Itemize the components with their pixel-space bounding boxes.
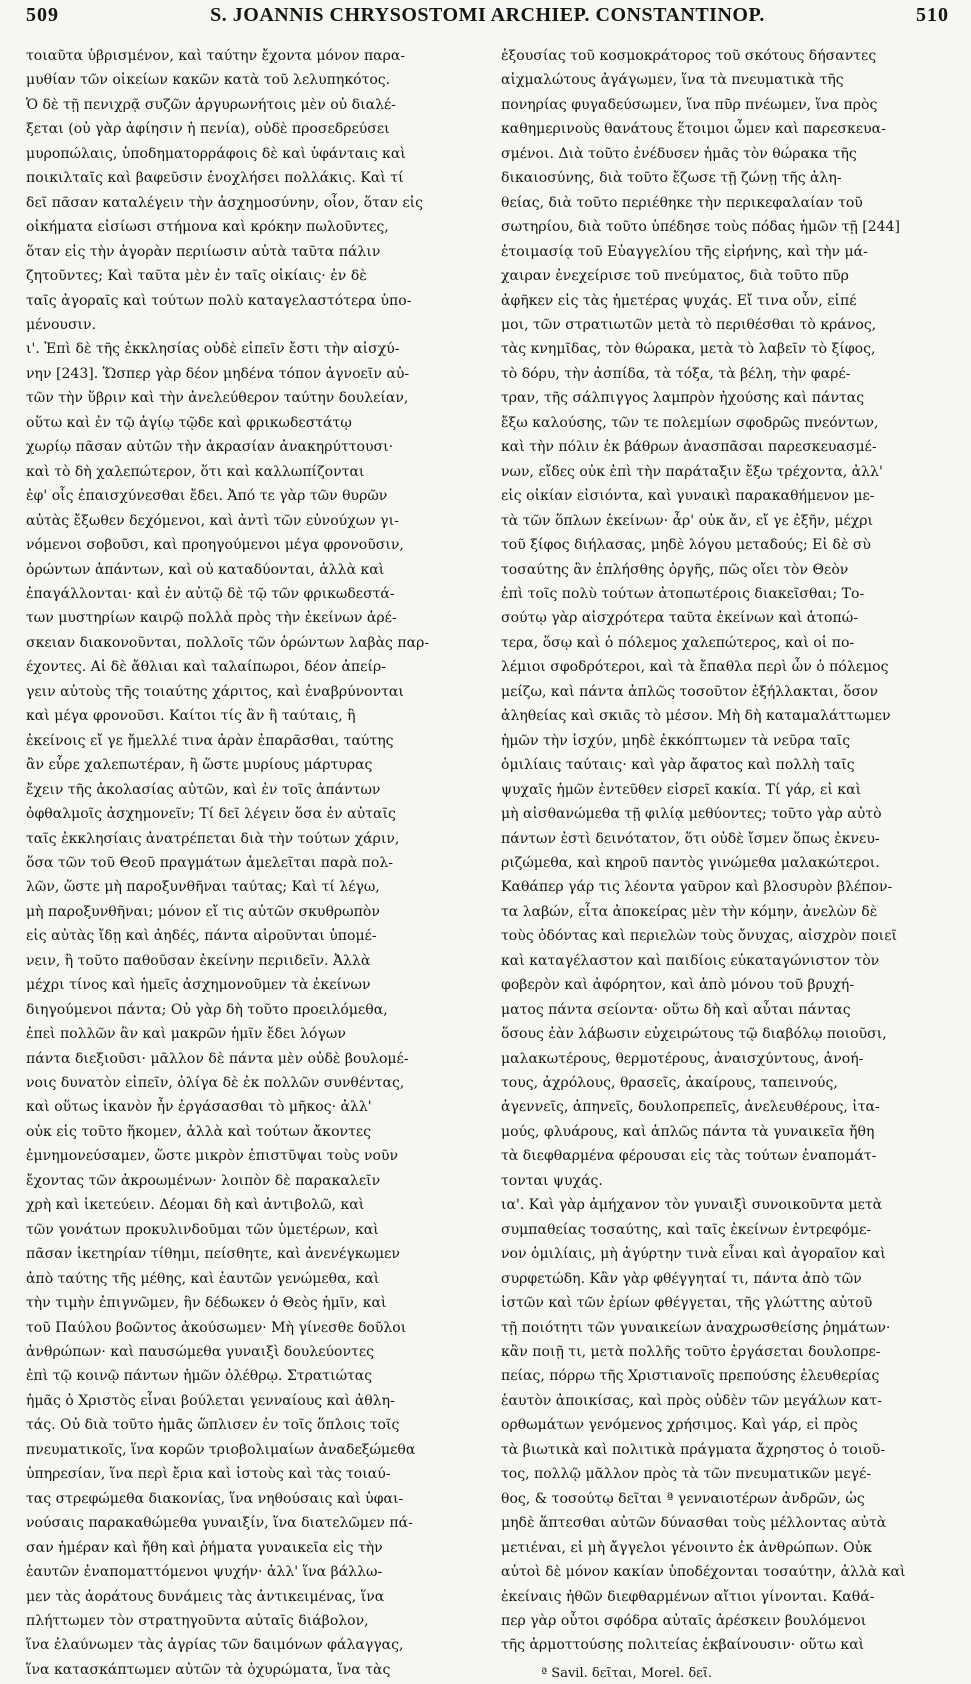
text-line: λῶν, ὥστε μὴ παροξυνθῆναι ταύτας; Καὶ τί λέγω, xyxy=(26,879,380,896)
text-line: μυθίαν τῶν οἰκείων κακῶν κατὰ τοῦ λελυπηκότος. xyxy=(26,72,391,89)
text-line: περ γὰρ οὗτοι σφόδρα αὐταῖς ἀρέσκειν βουλόμενοι xyxy=(501,1613,867,1629)
page-number-left: 509 xyxy=(26,4,59,26)
text-line: ἑαυτὸν ἀποικίσας, καὶ πρὸς οὐδὲν τῶν μεγάλων κατ- xyxy=(501,1392,882,1409)
text-line: νον ὁμιλίαις, μὴ ἀγύρτην τινὰ εἶναι καὶ ἀγοραῖον καὶ xyxy=(501,1246,886,1263)
text-line: μετιέναι, εἰ μὴ ἄγγελοι γένοιντο ἐκ ἀνθρώπων. Οὐκ xyxy=(501,1539,872,1556)
text-line: πλήττωμεν τὸν στρατηγοῦντα αὐταῖς διάβολον, xyxy=(26,1613,369,1629)
text-line: πονηρίας φυγαδεύσωμεν, ἵνα πῦρ πνέωμεν, ἵνα πρὸς xyxy=(501,96,878,113)
text-line: ἔχειν τῆς ἀκολασίας αὐτῶν, καὶ ἐν τοῖς ἁπάντων xyxy=(26,781,381,798)
text-line: μὴ αἰσθανώμεθα τῇ φιλίᾳ μεθύοντες; τοῦτο γὰρ αὐτὸ xyxy=(501,806,882,823)
text-line: τος, πολλῷ μᾶλλον πρὸς τὰ τῶν πνευματικῶν μεγέ- xyxy=(501,1466,872,1483)
text-line: οὕτω καὶ ἐν τῷ ἁγίῳ τῷδε καὶ φρικωδεστάτῳ xyxy=(26,414,352,431)
text-line: ὅσα τῶν τοῦ Θεοῦ πραγμάτων ἀμελεῖται παρὰ πολ- xyxy=(26,854,394,871)
text-line: καὶ καταγέλαστον καὶ παιδίοις εὐκαταγώνιστον τὸν xyxy=(501,952,880,969)
text-line: ἀληθείας καὶ σκιᾶς τὸ μέσον. Μὴ δὴ καταμαλάττωμεν xyxy=(501,708,891,725)
text-line: καὶ τὴν πόλιν ἐκ βάθρων ἀνασπᾶσαι παρεσκευασμέ- xyxy=(501,439,877,456)
text-line: σούτῳ γὰρ αἰσχρότερα ταῦτα ἐκείνων καὶ ἀτοπώ- xyxy=(501,610,858,627)
text-line: ὅταν εἰς τὴν ἀγορὰν περιίωσιν αὐτὰ ταῦτα πάλιν xyxy=(26,243,381,260)
text-line: χρὴ καὶ ἱκετεύειν. Δέομαι δὴ καὶ ἀντιβολῶ, καὶ xyxy=(26,1197,365,1214)
text-line: πάντα διεξιοῦσι· μᾶλλον δὲ πάντα μὲν οὐδὲ βουλομέ- xyxy=(26,1050,409,1067)
text-line: ια'. Καὶ γὰρ ἀμήχανον τὸν γυναιξὶ συνοικοῦντα μετὰ xyxy=(501,1197,883,1214)
text-line: μεν τὰς ἀοράτους δυνάμεις τὰς ἀντικειμένας, ἵνα xyxy=(26,1588,385,1605)
text-line: φοβερὸν καὶ ἀφόρητον, καὶ ἀπὸ μόνου τοῦ βρυχή- xyxy=(501,977,855,994)
text-line: λέμιοι σφοδρότεροι, καὶ τὰ ἔπαθλα περὶ ὧν ὁ πόλεμος xyxy=(501,659,889,676)
text-line: συμπαθείας τοσαύτης, καὶ ταῖς ἐκείνων ἐντρεφόμε- xyxy=(501,1221,872,1238)
text-line: νων, εἴδες οὐκ ἐπὶ τὴν παράταξιν ἔξω τρέχοντα, ἀλλ' xyxy=(501,463,883,480)
text-line: μηδὲ ἅπτεσθαι αὐτῶν δύνασθαι τοὺς μέλλοντας αὐτὰ xyxy=(501,1515,887,1532)
text-line: τὰ βιωτικὰ καὶ πολιτικὰ πράγματα ἄχρηστος ὁ τοιοῦ- xyxy=(501,1441,886,1458)
text-line: πνευματικοῖς, ἵνα κορῶν τριοβολιμαίων ἀναδεξώμεθα xyxy=(26,1441,416,1458)
text-line: ὑπηρεσίαν, ἵνα περὶ ἔρια καὶ ἱστοὺς καὶ τὰς τοιαύ- xyxy=(26,1466,391,1483)
text-line: νούσαις παρακαθώμεθα γυναιξίν, ἵνα διατελῶμεν πά- xyxy=(26,1515,413,1532)
footnote: ª Savil. δεῖται, Morel. δεῖ. xyxy=(541,1665,713,1681)
text-line: ταῖς ἐκκλησίαις ἀνατρέπεται διὰ τὴν τούτων χάριν, xyxy=(26,830,400,847)
text-line: χαιραν ἐνεχείρισε τοῦ πνεύματος, διὰ τοῦτο πῦρ xyxy=(501,268,849,285)
text-line: ἔχοντας τῶν ἀκροωμένων· λοιπὸν δὲ παρακαλεῖν xyxy=(26,1172,381,1189)
text-line: ἀπὸ ταύτης τῆς μέθης, καὶ ἑαυτῶν γενώμεθα, καὶ xyxy=(26,1270,380,1287)
text-line: τάς. Οὐ διὰ τοῦτο ἡμᾶς ὥπλισεν ἐν τοῖς ὅπλοις τοῖς xyxy=(26,1417,400,1434)
right-column-lines xyxy=(501,44,949,1658)
text-line: σκειαν διακονοῦνται, πολλοῖς τῶν ὁρώντων λαβὰς παρ- xyxy=(26,634,430,651)
text-line: τοὺς ὀδόντας καὶ περιελὼν τοὺς ὄνυχας, αἰσχρὸν ποιεῖ xyxy=(501,928,897,945)
text-line: τὸ δόρυ, τὴν ἀσπίδα, τὰ τόξα, τὰ βέλη, τὴν φαρέ- xyxy=(501,365,851,382)
text-line: συρφετώδη. Κἂν γὰρ φθέγγηταί τι, πάντα ἀπὸ τῶν xyxy=(501,1270,862,1287)
text-line: μαλακωτέρους, θερμοτέρους, ἀναισχύντους, ἀνοή- xyxy=(501,1050,864,1067)
text-line: πᾶσαν ἱκετηρίαν τίθημι, πείσθητε, καὶ ἀνενέγκωμεν xyxy=(26,1246,400,1263)
text-line: θος, & τοσούτῳ δεῖται ª γενναιοτέρων ἀνδρῶν, ὡς xyxy=(501,1490,865,1507)
text-line: κἂν ποιῇ τι, μετὰ πολλῆς τοῦτο ἐργάσεται δουλοπρε- xyxy=(501,1344,881,1361)
text-line: Καθάπερ γάρ τις λέοντα γαῦρον καὶ βλοσυρὸν βλέπον- xyxy=(501,879,893,896)
text-line: ποικιλταῖς καὶ βαφεῦσιν ἐνοχλήσει πολλάκις. Καὶ τί xyxy=(26,170,404,187)
text-line: τας στρεφώμεθα διακονίας, ἵνα νηθούσαις καὶ ὑφαι- xyxy=(26,1490,404,1507)
text-line: τῶν γονάτων προκυλινδοῦμαι τῶν ὑμετέρων, καὶ xyxy=(26,1221,379,1238)
left-column xyxy=(26,44,474,1684)
text-line: ἀγεννεῖς, ἀπηνεῖς, δουλοπρεπεῖς, ἀνελευθέρους, ἰτα- xyxy=(501,1099,880,1116)
text-line: ἐπεὶ πολλῶν ἂν καὶ μακρῶν ἡμῖν ἔδει λόγων xyxy=(26,1026,346,1043)
text-line: εἰς οἰκίαν εἰσιόντα, καὶ γυναικὶ παρακαθήμενον με- xyxy=(501,488,875,505)
text-line: ριζώμεθα, καὶ κηροῦ παντὸς γινώμεθα μαλακώτεροι. xyxy=(501,854,880,871)
text-line: ζητοῦντες; Καὶ ταῦτα μὲν ἐν ταῖς οἰκίαις· ἐν δὲ xyxy=(26,268,367,285)
text-line: τους, ἀχρόλους, θρασεῖς, ἀκαίρους, ταπεινούς, xyxy=(501,1075,838,1092)
text-line: ὁμιλίαις ταύταις· καὶ γὰρ ἄφατος καὶ πολλὴ ταῖς xyxy=(501,757,855,774)
text-line: ἐπὶ τοῖς πολὺ τούτων ἀτοπωτέροις διακεῖσθαι; Το- xyxy=(501,585,865,602)
text-line: δικαιοσύνης, διὰ τοῦτο ἔζωσε τῇ ζώνῃ τῆς ἀλη- xyxy=(501,170,842,187)
text-line: ξεται (οὐ γὰρ ἀφίησιν ἡ πενία), οὐδὲ προσεδρεύσει xyxy=(26,121,390,138)
text-line: καὶ οὕτως ἱκανὸν ἦν ἐργάσασθαι τὸ μῆκος· ἀλλ' xyxy=(26,1099,372,1116)
text-line: ἐμνημονεύσαμεν, ὥστε μικρὸν ἐπιστῦψαι τοὺς νοῦν xyxy=(26,1148,399,1165)
text-line: σωτηρίου, διὰ τοῦτο ὑπέδησε τοὺς πόδας ἡμῶν τῇ [244] xyxy=(501,219,901,236)
text-line: μυροπώλαις, ὑποδηματορράφοις δὲ καὶ ὑφάνταις καὶ xyxy=(26,145,406,162)
page-header xyxy=(26,4,949,44)
text-line: ἑαυτῶν ἐναποματτόμενοι ψυχήν· ἀλλ' ἵνα βάλλω- xyxy=(26,1564,383,1581)
text-line: καὶ μέγα φρονοῦσι. Καίτοι τίς ἂν ἢ ταύταις, ἢ xyxy=(26,708,356,725)
text-line: πείας, πόρρω τῆς Χριστιανοῖς πρεπούσης ἐλευθερίας xyxy=(501,1368,880,1385)
text-line: ἐκείνοις εἴ γε ἤμελλέ τινα ἀρὰν ἐπαρᾶσθαι, ταύτης xyxy=(26,732,394,749)
text-line: γειν αὐτοὺς τῆς τοιαύτης χάριτος, καὶ ἐναβρύνονται xyxy=(26,683,404,700)
text-line: πάντων ἐστὶ δεινότατον, ὅτι οὐδὲ ἴσμεν ὅπως ἐκνευ- xyxy=(501,830,880,847)
text-line: τὰ διεφθαρμένα φέρουσαι εἰς τὰς τούτων ἐναπομάτ- xyxy=(501,1148,877,1165)
text-line: καθημερινοὺς θανάτους ἕτοιμοι ὦμεν καὶ παρεσκευα- xyxy=(501,121,886,138)
text-line: ἑτοιμασίᾳ τοῦ Εὐαγγελίου τῆς εἰρήνης, καὶ τὴν μά- xyxy=(501,243,868,260)
text-line: ἐξουσίας τοῦ κοσμοκράτορος τοῦ σκότους δήσαντες xyxy=(501,48,877,64)
text-line: ἂν εὗρε χαλεπωτέραν, ἢ ὥστε μυρίους μάρτυρας xyxy=(26,757,373,774)
text-line: τὰ τῶν ὅπλων ἐκείνων· ἆρ' οὐκ ἄν, εἴ γε ἐξῆν, μέχρι xyxy=(501,512,874,529)
text-line: ἀνθρώπων· καὶ παυσώμεθα γυναιξὶ δουλεύοντες xyxy=(26,1344,374,1361)
text-line: ἀφῆκεν εἰς τὰς ἡμετέρας ψυχάς. Εἴ τινα οὖν, εἰπέ xyxy=(501,292,857,309)
text-line: αὐτὰς ἔξωθεν δεχόμενοι, καὶ ἀντὶ τῶν εὐνούχων γι- xyxy=(26,512,399,529)
text-line: ἵνα ἐλαύνωμεν τὰς ἀγρίας τῶν δαιμόνων φάλαγγας, xyxy=(26,1637,404,1654)
running-title: S. JOANNIS CHRYSOSTOMI ARCHIEP. CONSTANTINOP. xyxy=(210,4,765,26)
text-line: τοῦ Παύλου βοῶντος ἀκούσωμεν· Μὴ γίνεσθε δοῦλοι xyxy=(26,1319,407,1336)
text-line: τοῦ ξίφος διήλασας, μηδὲ λόγου μεταδούς; Εἰ δὲ σὺ xyxy=(501,537,871,554)
text-line: μούς, φλυάρους, καὶ ἁπλῶς πάντα τὰ γυναικεῖα ἤθη xyxy=(501,1123,875,1140)
text-line: τῆς ἁρμοττούσης πολιτείας ἐκβαίνουσιν· οὕτω καὶ xyxy=(501,1637,865,1654)
text-line: ὅσους ἐὰν λάβωσιν εὐχειρώτους τῷ διαβόλῳ ποιοῦσι, xyxy=(501,1026,887,1043)
text-line: ἱστῶν καὶ τῶν ἐρίων φθέγγεται, τῆς γλώττης αὐτοῦ xyxy=(501,1295,873,1312)
text-line: μείζω, καὶ πάντα ἁπλῶς τοσοῦτον ἐξήλλακται, ὅσον xyxy=(501,683,879,700)
text-line: οὐκ εἰς τοῦτο ἥκομεν, ἀλλὰ καὶ τούτων ἄκοντες xyxy=(26,1123,371,1140)
text-line: ταῖς ἀγοραῖς καὶ τούτων πολὺ καταγελαστότερα ὑπο- xyxy=(26,292,412,309)
text-line: μέχρι τίνος καὶ ἡμεῖς ἀσχημονοῦμεν τὰ ἐκείνων xyxy=(26,977,371,994)
text-line: καὶ τὸ δὴ χαλεπώτερον, ὅτι καὶ καλλωπίζονται xyxy=(26,463,365,480)
text-line: ἐπὶ τῷ κοινῷ πάντων ἡμῶν ὀλέθρῳ. Στρατιώτας xyxy=(26,1368,373,1385)
text-line: τὰς κνημῖδας, τὸν θώρακα, μετὰ τὸ λαβεῖν τὸ ξίφος, xyxy=(501,341,876,358)
text-line: οἰκήματα εἰσίωσι στήμονα καὶ κρόκην πωλοῦντες, xyxy=(26,219,389,236)
text-line: νόμενοι σοβοῦσι, καὶ προηγούμενοι μέγα φρονοῦσιν, xyxy=(26,537,404,554)
text-line: τοιαῦτα ὑβρισμένον, καὶ ταύτην ἔχοντα μόνον παρα- xyxy=(26,48,406,64)
text-line: ἡμῶν τὴν ἰσχύν, μηδὲ ἐκκόπτωμεν τὰ νεῦρα ταῖς xyxy=(501,732,851,749)
text-line: τερα, ὅσῳ καὶ ὁ πόλεμος χαλεπώτερος, καὶ οἱ πο- xyxy=(501,634,855,651)
text-line: νοις δυνατὸν εἰπεῖν, ὀλίγα δὲ ἐκ πολλῶν συνθέντας, xyxy=(26,1075,405,1092)
text-line: τῶν τὴν ὕβριν καὶ τὴν ἀνελεύθερον ταύτην δουλείαν, xyxy=(26,390,409,407)
text-line: τραν, τῆς σάλπιγγος λαμπρὸν ἠχούσης καὶ πάντας xyxy=(501,390,865,407)
text-line: νην [243]. Ὥσπερ γὰρ δέον μηδένα τόπον ἀγνοεῖν αὐ- xyxy=(26,365,410,382)
text-line: θείας, διὰ τοῦτο περιέθηκε τὴν περικεφαλαίαν τοῦ xyxy=(501,194,863,211)
text-columns xyxy=(26,44,949,1684)
text-line: τῇ ποιότητι τῶν γυναικείων ἀναχρωσθείσης ῥημάτων· xyxy=(501,1319,891,1336)
text-line: μένουσιν. xyxy=(26,316,97,333)
text-line: ἐπαγάλλονται· καὶ ἐν αὐτῷ δὲ τῷ τῶν φρικωδεστά- xyxy=(26,585,395,602)
text-line: ματος πάντα σείοντα· οὕτω δὴ καὶ αὗται πάντας xyxy=(501,1001,851,1018)
text-line: τονται ψυχάς. xyxy=(501,1172,603,1189)
text-line: εἰς αὐτὰς ἴδῃ καὶ ἀηδές, πάντα αἱροῦνται ὑπομέ- xyxy=(26,928,377,945)
text-line: σαν ἡμέραν καὶ ἤθη καὶ ῥήματα γυναικεῖα εἰς τὴν xyxy=(26,1539,383,1556)
text-line: σμένοι. Διὰ τοῦτο ἐνέδυσεν ἡμᾶς τὸν θώρακα τῆς xyxy=(501,145,857,162)
text-line: ὀφθαλμοῖς ἀσχημονεῖν; Τί δεῖ λέγειν ὅσα ἐν αὐταῖς xyxy=(26,806,396,823)
text-line: ὁρώντων ἁπάντων, καὶ οὐ καταδύονται, ἀλλὰ καὶ xyxy=(26,561,385,578)
text-line: ἐκείναις ἠθῶν διεφθαρμένων αἴτιοι γίνονται. Καθά- xyxy=(501,1588,875,1605)
text-line: δεῖ πᾶσαν καταλέγειν τὴν ἀσχημοσύνην, οἷον, ὅταν εἰς xyxy=(26,194,423,211)
text-line: ἐφ' οἷς ἐπαισχύνεσθαι ἔδει. Ἀπό τε γὰρ τῶν θυρῶν xyxy=(26,488,388,505)
text-line: ἵνα κατασκάπτωμεν αὐτῶν τὰ ὀχυρώματα, ἵνα τὰς xyxy=(26,1661,391,1678)
text-line: αἰχμαλώτους ἀγάγωμεν, ἵνα τὰ πνευματικὰ τῆς xyxy=(501,72,844,89)
text-line: χωρίῳ πᾶσαν αὐτῶν τὴν ἀκρασίαν ἀνακηρύττουσι· xyxy=(26,439,394,456)
text-line: ἔξω καλούσης, τῶν τε πολεμίων σφοδρῶς πνεόντων, xyxy=(501,414,879,431)
text-line: μοι, τῶν στρατιωτῶν μετὰ τὸ περιθέσθαι τὸ κράνος, xyxy=(501,316,877,333)
text-line: ψυχαῖς ἡμῶν ἐντεῦθεν εἰσρεῖ κακία. Τί γάρ, εἰ καὶ xyxy=(501,781,862,798)
text-line: έχοντες. Αἱ δὲ ἄθλιαι καὶ ταλαίπωροι, δέον ἀπείρ- xyxy=(26,659,386,676)
text-line: τοσαύτης ἂν ἐπλήσθης ὀργῆς, πῶς οἴει τὸν Θεὸν xyxy=(501,561,849,578)
text-line: των μυστηρίων καιρῷ πολλὰ πρὸς τὴν ἐκείνων ἀρέ- xyxy=(26,610,397,627)
text-line: νειν, ἢ τοῦτο παθοῦσαν ἐκείνην περιιδεῖν. Ἀλλὰ xyxy=(26,952,371,969)
text-line: ἡμᾶς ὁ Χριστὸς εἶναι βούλεται γενναίους καὶ ἀθλη- xyxy=(26,1392,395,1409)
text-line: τὴν τιμὴν ἐπιγνῶμεν, ἣν δέδωκεν ὁ Θεὸς ἡμῖν, καὶ xyxy=(26,1295,387,1312)
text-line: τα λαβών, εἶτα ἀποκείρας μὲν τὴν κόμην, ἀνελὼν δὲ xyxy=(501,903,878,920)
text-line: διηγούμενοι πάντα; Οὐ γὰρ δὴ τοῦτο προειλόμεθα, xyxy=(26,1001,388,1018)
text-line: μὴ παροξυνθῆναι; μόνον εἴ τις αὐτῶν σκυθρωπὸν xyxy=(26,903,380,920)
text-line: ορθωμάτων γενόμενος χρήσιμος. Καὶ γάρ, εἰ πρὸς xyxy=(501,1417,858,1434)
right-column xyxy=(501,44,949,1684)
text-line: αὐτοὶ δὲ μόνον κακίαν ὑποδέχονται τοσαύτην, ἀλλὰ καὶ xyxy=(501,1564,906,1581)
text-line: Ὁ δὲ τῇ πενιχρᾷ συζῶν ἀργυρωνήτοις μὲν οὐ διαλέ- xyxy=(26,96,397,113)
page-number-right: 510 xyxy=(915,4,949,26)
text-line: ι'. Ἐπὶ δὲ τῆς ἐκκλησίας οὐδὲ εἰπεῖν ἔστι τὴν αἰσχύ- xyxy=(26,341,400,358)
